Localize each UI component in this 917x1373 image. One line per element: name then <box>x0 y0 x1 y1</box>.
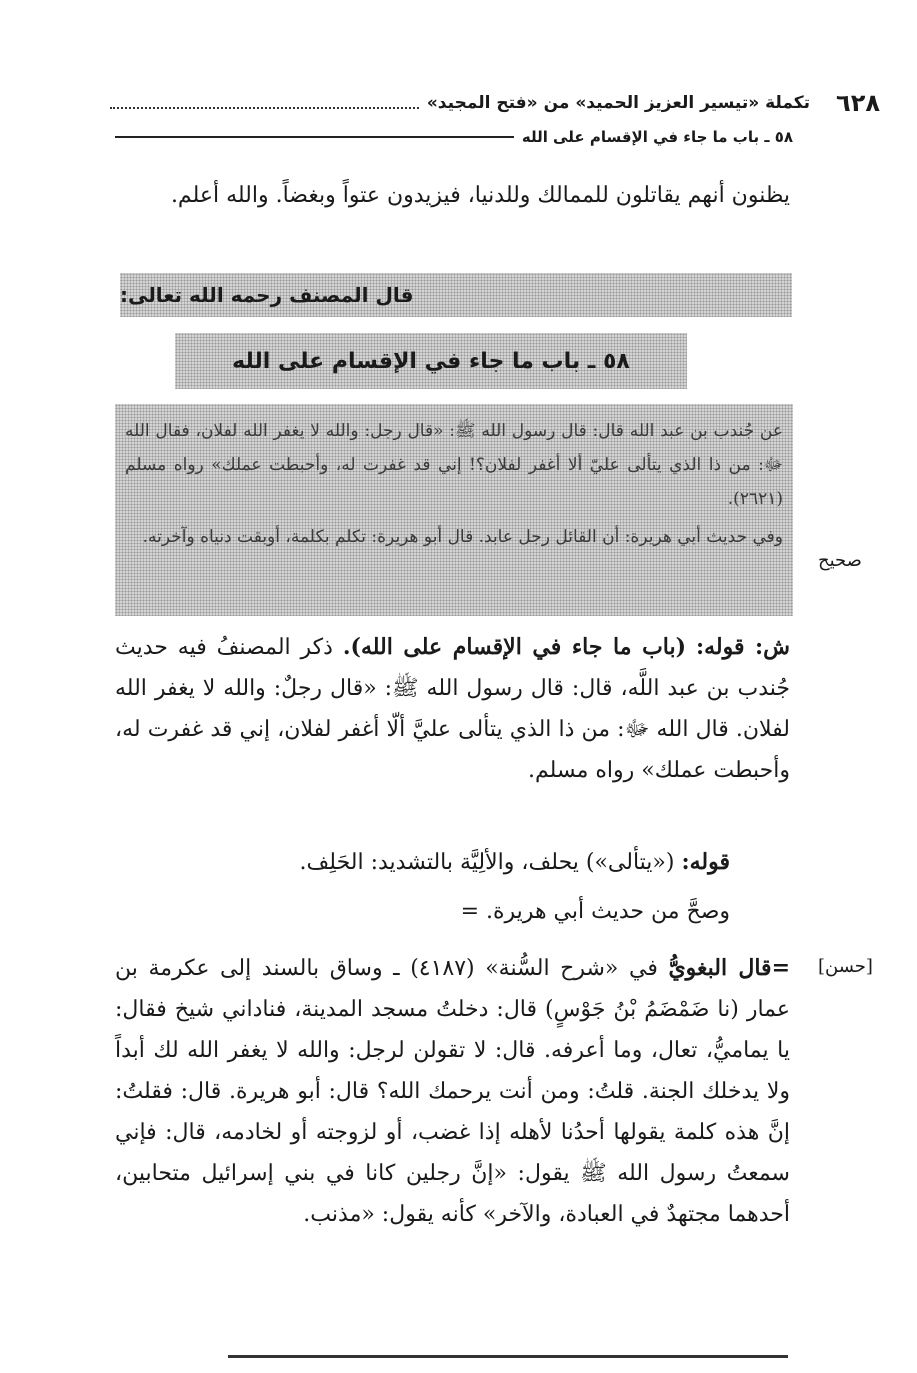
header-dotted-leader <box>110 97 419 109</box>
grade-sahih: صحيح <box>818 550 862 571</box>
baghawi-text: في «شرح السُّنة» (٤١٨٧) ـ وساق بالسند إلى عكرمة بن عمار (نا ضَمْضَمُ بْنُ جَوْسٍ) قال: دخلتُ مسجد المدينة، فناداني شيخ فقال: يا يماميُّ، تعال، وما أعرفه. قال: لا تقولن لرجل: والله لا يغفر الله لك أبداً ولا يدخلك الجنة. قلتُ: ومن أنت يرحمك الله؟ قال: أبو هريرة. قال: فقلتُ: إنَّ هذه كلمة يقولها أحدُنا لأهله إذا غضب، أو لزوجته أو لخادمه، قال: فإني سمعتُ رسول الله ﷺ يقول: «إنَّ رجلين كانا في بني إسرائيل متحابين، أحدهما مجتهدٌ في العبادة، والآخر» كأنه يقول: «مذنب. <box>115 956 790 1227</box>
commentary-paragraph <box>115 627 790 791</box>
gloss-label: قوله: <box>681 849 730 875</box>
grade-hasan: [حسن] <box>818 956 873 977</box>
commentary-text: ذكر المصنفُ فيه حديث جُندب بن عبد اللَّه، قال: قال رسول الله ﷺ: «قال رجلٌ: والله لا يغفر الله لفلان. قال الله ﷻ: من ذا الذي يتألى عليَّ ألّا أغفر لفلان، إني قد غفرت له، وأحبطت عملك» رواه مسلم. <box>115 635 790 783</box>
gloss-text: («يتألى») يحلف، والألِيَّة بالتشديد: الحَلِف. <box>299 850 675 875</box>
author-says-heading: قال المصنف رحمه الله تعالى: <box>120 283 414 307</box>
chapter-subtitle: ٥٨ ـ باب ما جاء في الإقسام على الله <box>521 128 793 146</box>
commentary-label: ش: قوله: <box>695 634 790 660</box>
chapter-title-banner <box>175 333 687 389</box>
running-title: تكملة «تيسير العزيز الحميد» من «فتح المجيد» <box>426 93 811 113</box>
chapter-title: ٥٨ ـ باب ما جاء في الإقسام على الله <box>232 348 630 374</box>
authenticated-note: وصحَّ من حديث أبي هريرة. = <box>460 899 730 924</box>
header-rule <box>115 136 514 138</box>
running-header <box>110 86 880 120</box>
page-number: ٦٢٨ <box>836 89 880 117</box>
baghawi-label: =قال البغويُّ <box>668 955 791 981</box>
gloss-line <box>300 842 730 883</box>
commentary-heading: (باب ما جاء في الإقسام على الله). <box>342 634 687 660</box>
intro-paragraph: يظنون أنهم يقاتلون للممالك وللدنيا، فيزيدون عتواً وبغضاً. والله أعلم. <box>170 183 790 208</box>
hadith-jundub: عن جُندب بن عبد الله قال: قال رسول الله ﷺ: «قال رجل: والله لا يغفر الله لفلان، فقال الله ﷻ: من ذا الذي يتألى عليّ ألا أغفر لفلان؟! إني قد غفرت له، وأحبطت عملك» رواه مسلم (٢٦٢١). <box>125 421 783 509</box>
author-says-banner <box>120 273 792 317</box>
chapter-subheader <box>115 124 793 150</box>
baghawi-paragraph <box>115 948 790 1235</box>
hadith-abu-hurayrah: وفي حديث أبي هريرة: أن القائل رجل عابد. قال أبو هريرة: تكلم بكلمة، أوبقت دنياه وآخرته. <box>142 527 783 547</box>
hadith-text-box <box>115 404 793 616</box>
footer-rule <box>228 1355 788 1358</box>
